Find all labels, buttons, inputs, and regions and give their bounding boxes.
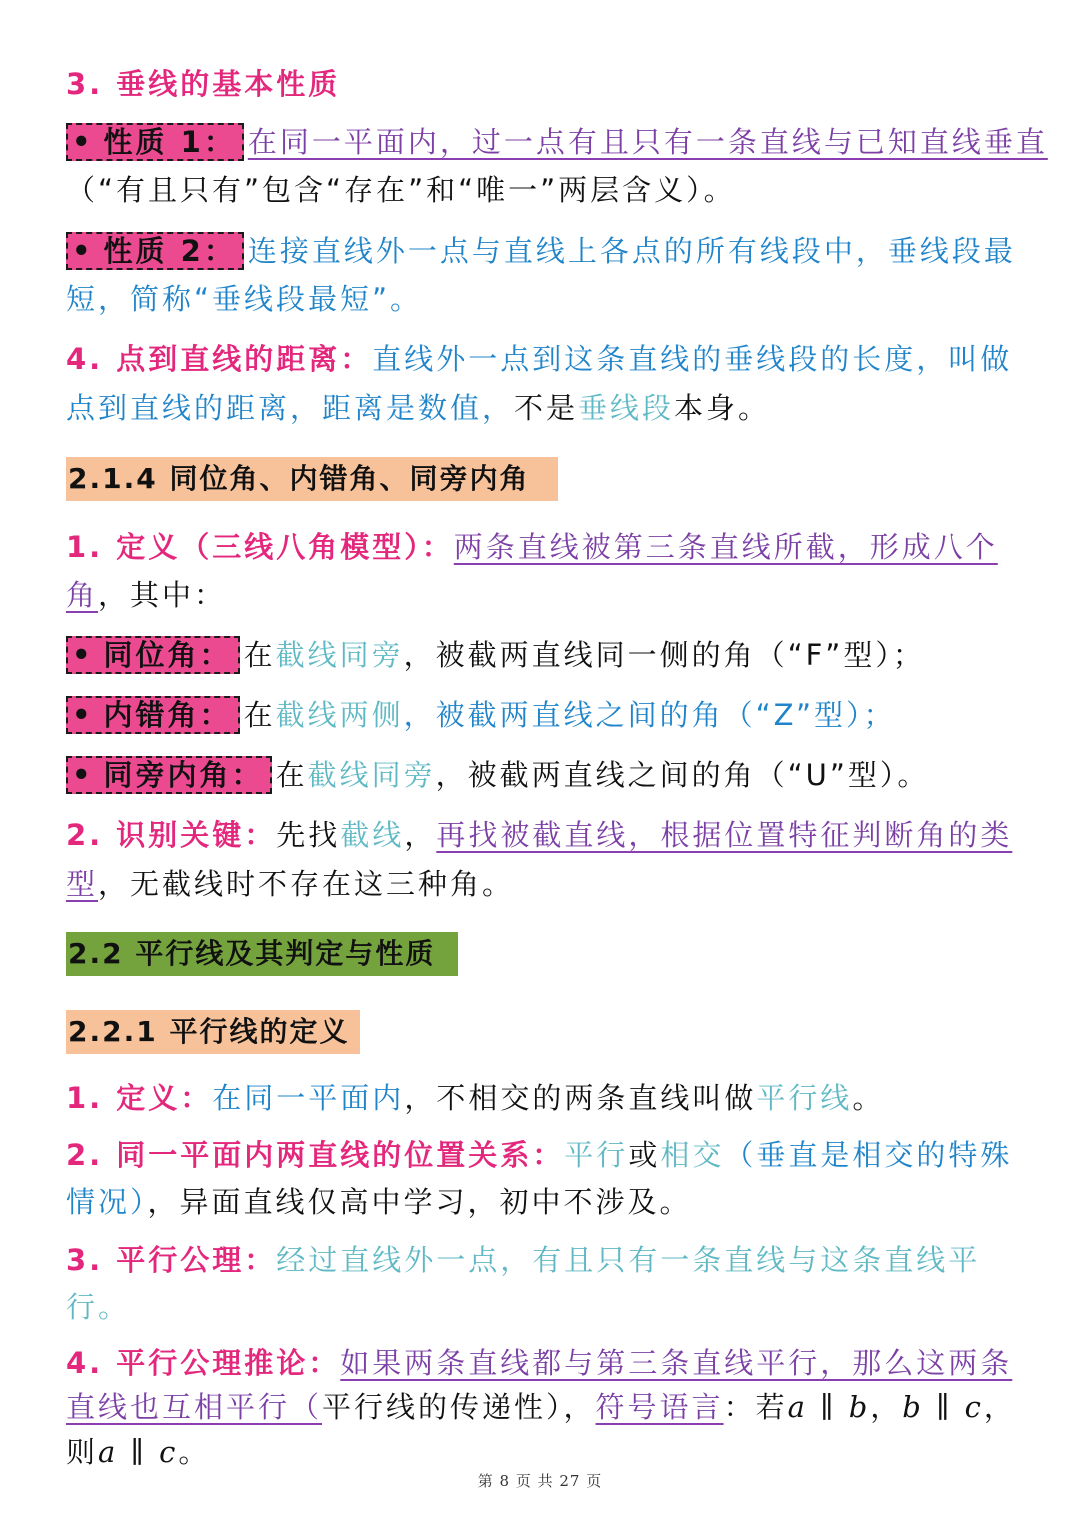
key-t1: 先找 (276, 818, 341, 852)
key-line-1 (66, 813, 1012, 857)
angle-item (66, 633, 925, 677)
angle-pre: 在 (243, 698, 276, 732)
section-4-line-1 (66, 337, 1012, 381)
property-2-tag-label: 性质 2： (103, 234, 236, 268)
angle-mid: 截线同旁 (275, 638, 404, 672)
d4-k: 则 (66, 1435, 99, 1469)
heading-2-2: 2.2 平行线及其判定与性质 (66, 932, 458, 976)
d4-h: ， (870, 1390, 903, 1424)
angle-tag (66, 756, 272, 794)
corollary-line-2 (66, 1385, 1016, 1429)
property-1-line (66, 120, 1048, 164)
section-4-text-b3: 垂线段 (578, 391, 675, 425)
property-1-note: （“有且只有”包含“存在”和“唯一”两层含义）。 (66, 173, 736, 207)
parallel-definition (66, 1076, 884, 1120)
d3-title: 3. 平行公理： (66, 1243, 277, 1277)
property-2-tag (66, 232, 244, 270)
section-4-text-b4: 本身。 (674, 391, 771, 425)
d1-b: ，不相交的两条直线叫做 (404, 1081, 757, 1115)
key-t4: 再找被截直线，根据位置特征判断角的类 (436, 818, 1013, 852)
section-4-title: 4. 点到直线的距离： (66, 342, 373, 376)
section-4-line-2 (66, 386, 770, 430)
angle-tag-label: 内错角： (103, 698, 232, 732)
heading-2-1-4: 2.1.4 同位角、内错角、同旁内角 (66, 457, 558, 501)
angle-pre: 在 (243, 638, 276, 672)
bullet-icon: • (72, 125, 94, 159)
section-4-text-b2: 不是 (514, 391, 579, 425)
d4-c: 平行线的传递性） (322, 1390, 564, 1424)
angle-pre: 在 (275, 758, 308, 792)
definition-text-b2: ，其中： (98, 578, 227, 612)
d1-title: 1. 定义： (66, 1081, 213, 1115)
definition-text-b1: 角 (66, 578, 99, 612)
d4-f: ：若 (723, 1390, 788, 1424)
section-4-text-b1: 点到直线的距离，距离是数值， (66, 391, 515, 425)
key-title: 2. 识别关键： (66, 818, 277, 852)
key-t2: 截线 (340, 818, 405, 852)
position-relation-line-1 (66, 1133, 1012, 1177)
section-3-title: 3. 垂线的基本性质 (66, 67, 341, 101)
d4-j: ， (983, 1390, 1016, 1424)
parallel-axiom-line-2: 行。 (66, 1290, 131, 1324)
d2-c: 相交 (660, 1138, 725, 1172)
bullet-icon: • (72, 638, 94, 672)
corollary-line-3 (66, 1430, 210, 1474)
angle-post: ，被截两直线同一侧的角（“F”型）； (403, 638, 925, 672)
angle-tag (66, 636, 240, 674)
d2-title: 2. 同一平面内两直线的位置关系： (66, 1138, 565, 1172)
property-1-tag (66, 123, 244, 161)
d1-c: 平行线 (756, 1081, 853, 1115)
bullet-icon: • (72, 234, 94, 268)
d4-math-ab: a ∥ b (787, 1390, 871, 1424)
parallel-axiom-line-1 (66, 1238, 980, 1282)
section-4-text-a: 直线外一点到这条直线的垂线段的长度，叫做 (372, 342, 1013, 376)
d1-a: 在同一平面内 (212, 1081, 405, 1115)
heading-2-2-1: 2.2.1 平行线的定义 (66, 1010, 360, 1054)
bullet-icon: • (72, 758, 94, 792)
position-relation-line-2 (66, 1180, 692, 1224)
key-line-2 (66, 862, 514, 906)
d4-e: 符号语言 (595, 1390, 724, 1424)
angle-mid: 截线两侧 (275, 698, 404, 732)
d4-d: ， (563, 1390, 596, 1424)
d4-m: 。 (178, 1435, 211, 1469)
bullet-icon: • (72, 698, 94, 732)
key-t6: ，无截线时不存在这三种角。 (98, 867, 515, 901)
angle-post: ，被截两直线之间的角（“U”型）。 (435, 758, 930, 792)
definition-title: 1. 定义（三线八角模型）： (66, 530, 454, 564)
d2-e: 情况） (66, 1185, 148, 1219)
property-1-tag-label: 性质 1： (103, 125, 236, 159)
angle-tag (66, 696, 240, 734)
property-2-text-a: 连接直线外一点与直线上各点的所有线段中，垂线段最 (247, 234, 1016, 268)
corollary-line-1 (66, 1341, 1012, 1385)
d1-d: 。 (852, 1081, 885, 1115)
angle-mid: 截线同旁 (307, 758, 436, 792)
d2-b: 或 (628, 1138, 661, 1172)
d2-a: 平行 (564, 1138, 629, 1172)
property-1-text: 在同一平面内，过一点有且只有一条直线与已知直线垂直 (247, 125, 1048, 159)
property-2-line (66, 229, 1016, 273)
angle-item (66, 693, 896, 737)
d4-math-bc: b ∥ c (902, 1390, 984, 1424)
key-t5: 型 (66, 867, 99, 901)
key-t3: ， (404, 818, 437, 852)
angle-post: ，被截两直线之间的角（“Z”型）； (403, 698, 896, 732)
d4-math-ac: a ∥ c (98, 1435, 179, 1469)
d2-d: （垂直是相交的特殊 (724, 1138, 1013, 1172)
angle-tag-label: 同位角： (103, 638, 232, 672)
d4-b: 直线也互相平行（ (66, 1390, 323, 1424)
definition-text-a: 两条直线被第三条直线所截，形成八个 (453, 530, 998, 564)
property-2-text-b: 短，简称“垂线段最短”。 (66, 282, 423, 316)
d3-a: 经过直线外一点，有且只有一条直线与这条直线平 (276, 1243, 981, 1277)
definition-line-2 (66, 573, 226, 617)
page-footer: 第 8 页 共 27 页 (477, 1472, 603, 1490)
angle-item (66, 753, 929, 797)
d4-a: 如果两条直线都与第三条直线平行，那么这两条 (340, 1346, 1013, 1380)
definition-line-1 (66, 525, 998, 569)
d2-f: ，异面直线仅高中学习，初中不涉及。 (147, 1185, 692, 1219)
d4-title: 4. 平行公理推论： (66, 1346, 341, 1380)
angle-tag-label: 同旁内角： (103, 758, 264, 792)
